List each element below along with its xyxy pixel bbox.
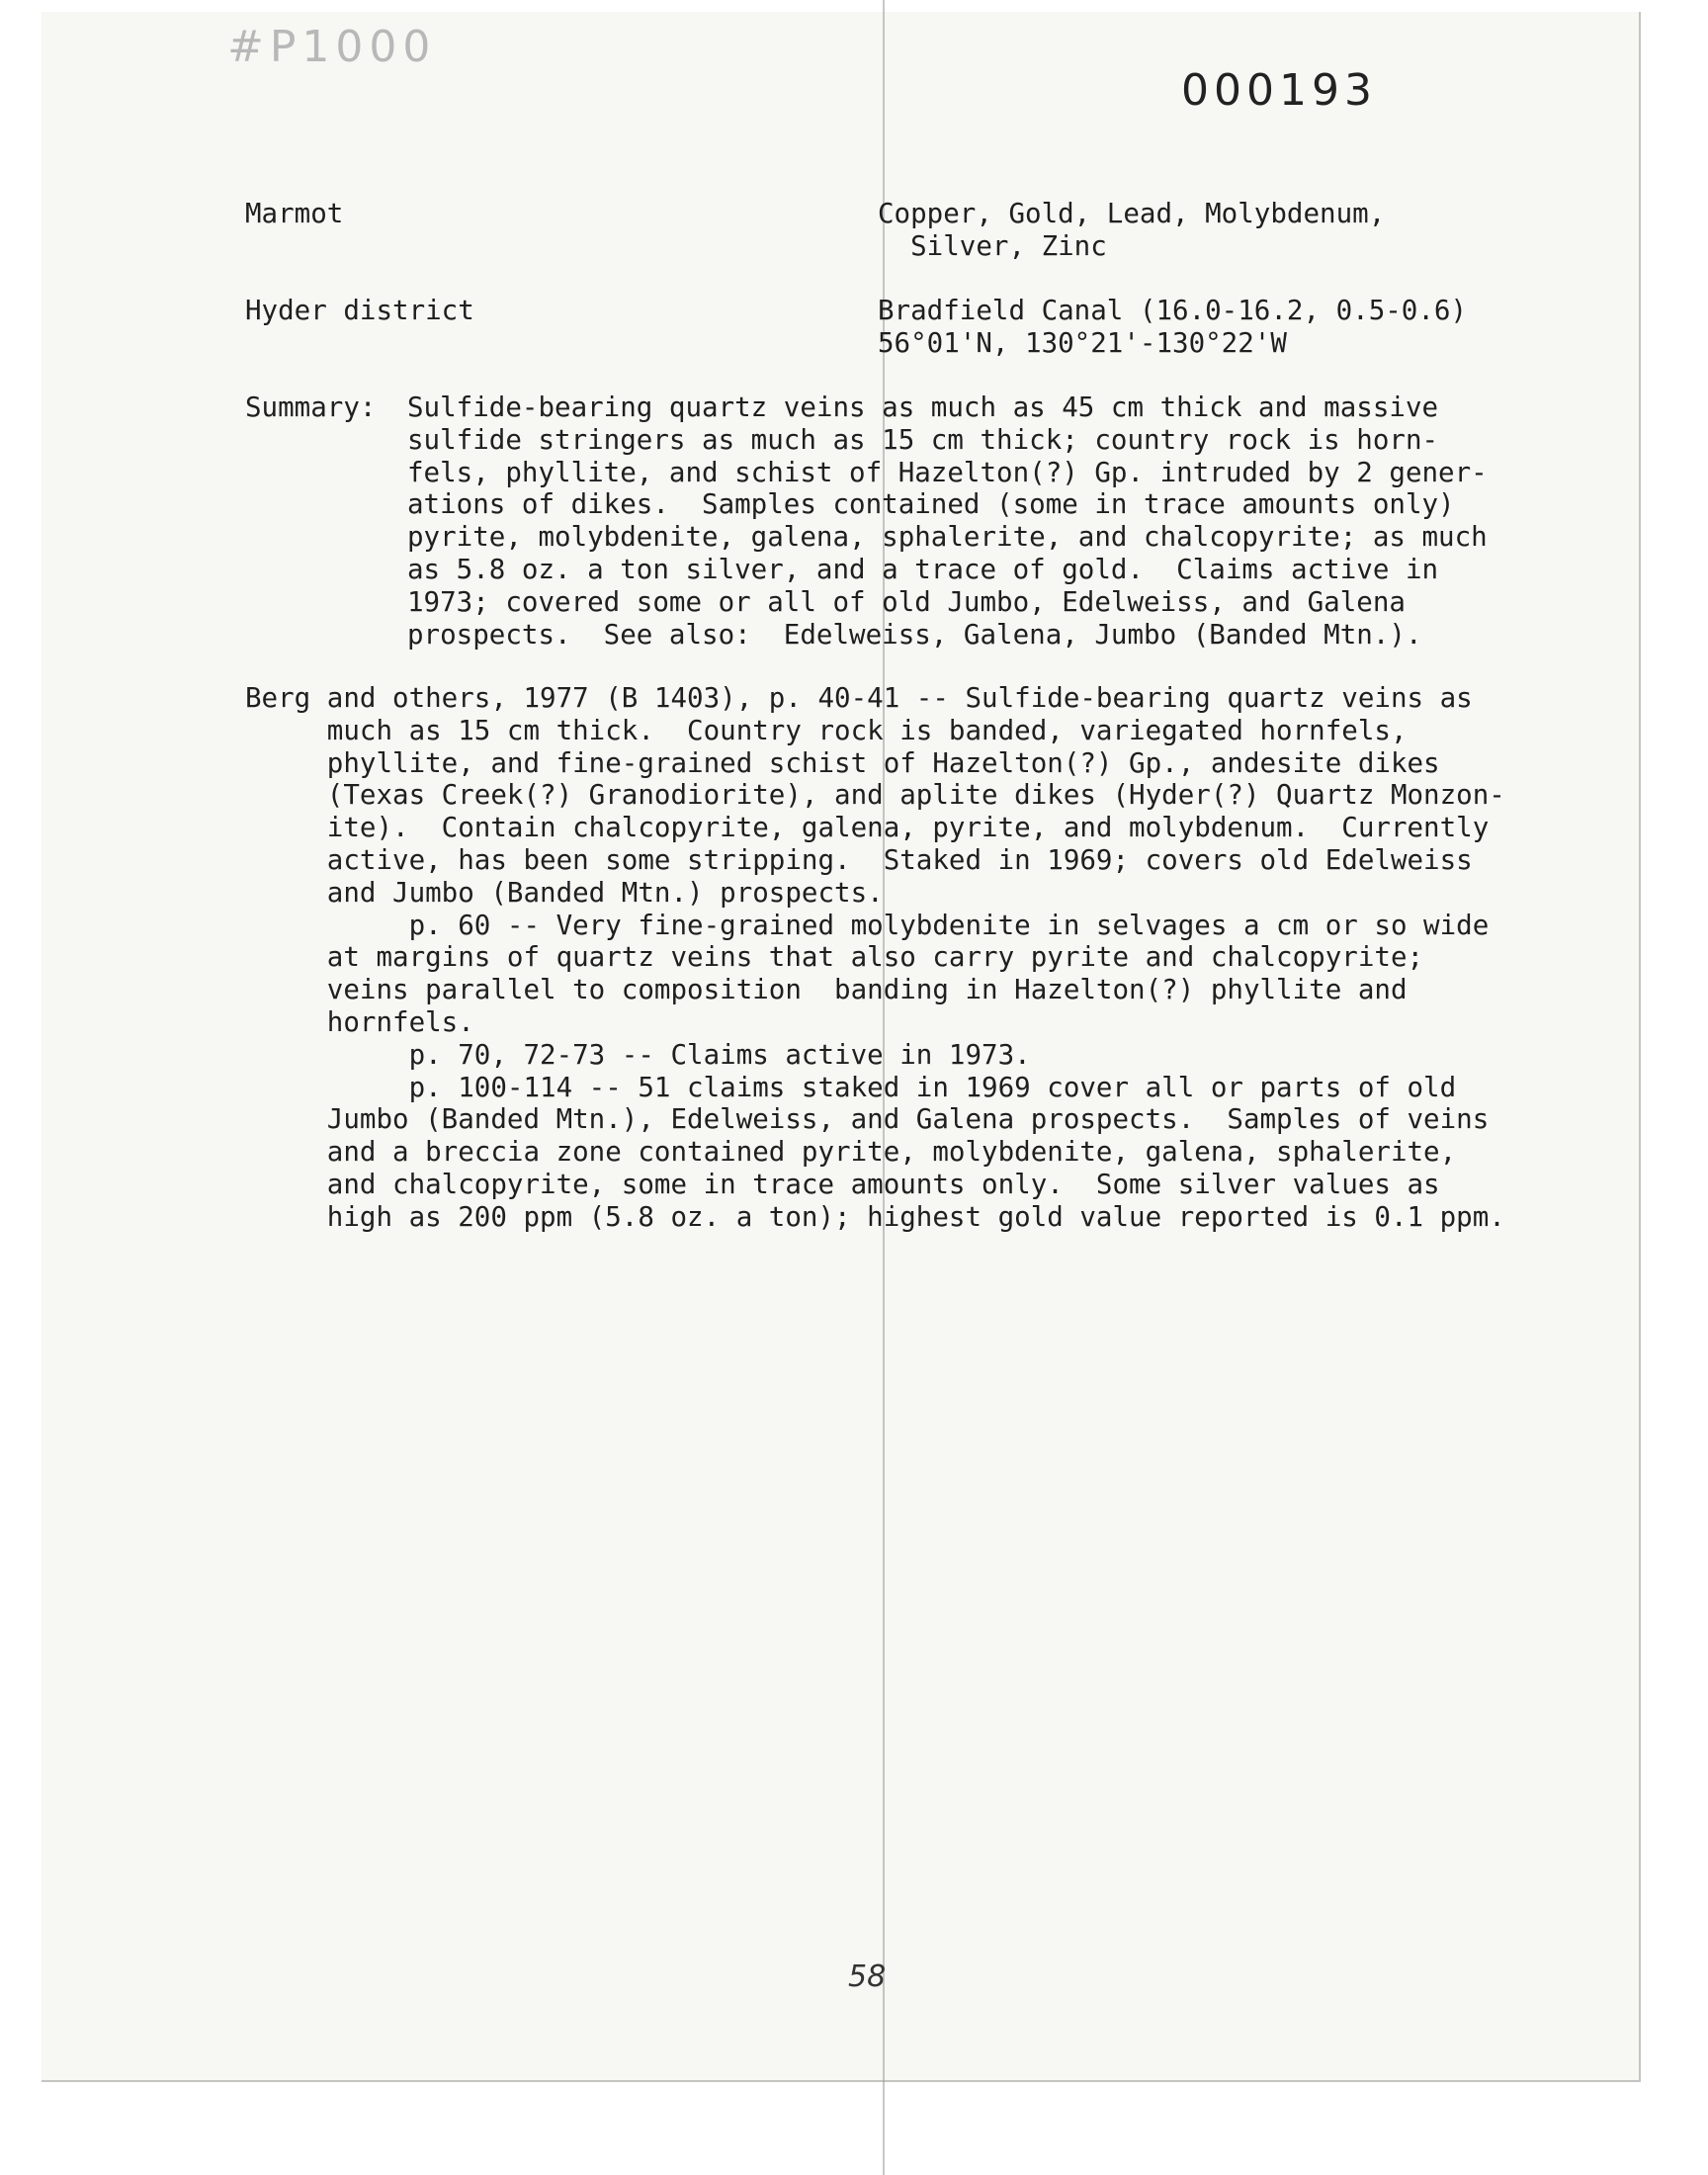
reference-entry: Berg and others, 1977 (B 1403), p. 40-41 -- Sulfide-bearing quartz veins as much as 15 cm thick. Country rock is banded, variegated hornfels, phyllite, and fine-grained schist of Hazelton(?) Gp., andesite dikes (Texas Creek(?) Granodiorite), and aplite dikes (Hyder(?) Quartz Monzon- ite). Contain chalcopyrite, galena, pyrite, and molybdenum. Currently active, has been some stripping. Staked in 1969; covers old Edelweiss and Jumbo (Banded Mtn.) prospects. p. 60 -- Very fine-grained molybdenite in selvages a cm or so wide at margins of quartz veins that also carry pyrite and chalcopyrite; veins parallel to composition banding in Hazelton(?) phyllite and hornfels. p. 70, 72-73 -- Claims active in 1973. p. 100-114 -- 51 claims staked in 1969 cover all or parts of old Jumbo (Banded Mtn.), Edelweiss, and Galena prospects. Samples of veins and a breccia zone contained pyrite, molybdenite, galena, sphalerite, and chalcopyrite, some in trace amounts only. Some silver values as high as 200 ppm (5.8 oz. a ton); highest gold value reported is 0.1 ppm.: [245, 682, 1505, 1233]
deposit-name: Marmot: [245, 198, 344, 229]
handwritten-id: #P1000: [227, 22, 437, 72]
summary-text: Sulfide-bearing quartz veins as much as 45 cm thick and massive sulfide stringers as much as 15 cm thick; country rock is horn- fels, phyllite, and schist of Hazelton(?) Gp. intruded by 2 gener- ations of dikes. Samples contained (some in trace amounts only) pyrite, molybdenite, galena, sphalerite, and chalcopyrite; as much as 5.8 oz. a ton silver, and a trace of gold. Claims active in 1973; covered some or all of old Jumbo, Edelweiss, and Galena prospects. See also: Edelweiss, Galena, Jumbo (Banded Mtn.).: [407, 392, 1488, 651]
commodity-list: Copper, Gold, Lead, Molybdenum, Silver, Zinc: [878, 198, 1386, 262]
page-number: 58: [848, 1959, 887, 1994]
page-code: 000193: [1181, 65, 1377, 116]
district-name: Hyder district: [245, 295, 474, 326]
location-coordinates: Bradfield Canal (16.0-16.2, 0.5-0.6) 56°01'N, 130°21'-130°22'W: [878, 295, 1468, 359]
summary-label: Summary:: [245, 392, 377, 423]
